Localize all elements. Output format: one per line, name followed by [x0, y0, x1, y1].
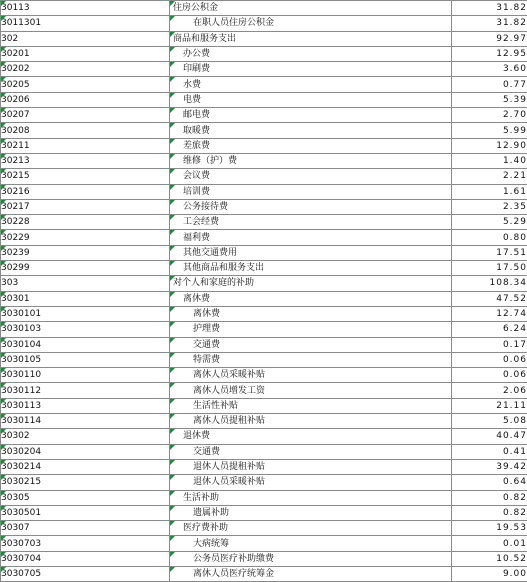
account-code-cell[interactable]: 30208 [1, 123, 170, 138]
text-cell-indicator-icon [170, 230, 175, 235]
amount-cell[interactable]: 0.17 [452, 337, 527, 352]
text-cell-indicator-icon [1, 16, 6, 21]
text-cell-indicator-icon [1, 108, 6, 113]
text-cell-indicator-icon [1, 383, 6, 388]
table-row[interactable] [1, 566, 527, 581]
text-cell-indicator-icon [170, 246, 175, 251]
account-name-cell[interactable]: 福利费 [170, 230, 452, 245]
text-cell-indicator-icon [1, 552, 6, 557]
table-row[interactable] [1, 291, 527, 306]
text-cell-indicator-icon [1, 77, 6, 82]
account-code-cell[interactable]: 30228 [1, 215, 170, 230]
account-code-cell[interactable]: 30113 [1, 1, 170, 16]
account-name-cell[interactable]: 商品和服务支出 [170, 31, 452, 46]
text-cell-indicator-icon [1, 399, 6, 404]
account-name-cell[interactable]: 在职人员住房公积金 [170, 16, 452, 31]
account-name-cell[interactable]: 特需费 [170, 352, 452, 367]
amount-cell[interactable]: 40.47 [452, 429, 527, 444]
account-name-cell[interactable]: 印刷费 [170, 62, 452, 77]
text-cell-indicator-icon [170, 383, 175, 388]
text-cell-indicator-icon [1, 491, 6, 496]
account-name-cell[interactable]: 差旅费 [170, 138, 452, 153]
account-name-cell[interactable]: 办公费 [170, 46, 452, 61]
account-code-cell[interactable]: 30229 [1, 230, 170, 245]
account-code-cell[interactable]: 3030112 [1, 383, 170, 398]
text-cell-indicator-icon [1, 230, 6, 235]
table-row[interactable] [1, 459, 527, 474]
text-cell-indicator-icon [170, 62, 175, 67]
account-name-cell[interactable]: 退休人员提租补贴 [170, 459, 452, 474]
text-cell-indicator-icon [170, 16, 175, 21]
amount-cell[interactable]: 17.51 [452, 245, 527, 260]
account-code-cell[interactable]: 3030501 [1, 505, 170, 520]
amount-cell[interactable]: 0.82 [452, 505, 527, 520]
text-cell-indicator-icon [170, 185, 175, 190]
table-row[interactable] [1, 475, 527, 490]
text-cell-indicator-icon [170, 552, 175, 557]
table-row[interactable] [1, 276, 527, 291]
account-name-cell[interactable]: 离休人员医疗统筹金 [170, 566, 452, 581]
amount-cell[interactable]: 12.90 [452, 138, 527, 153]
table-row[interactable] [1, 322, 527, 337]
table-row[interactable] [1, 337, 527, 352]
text-cell-indicator-icon [170, 322, 175, 327]
account-name-cell[interactable]: 工会经费 [170, 215, 452, 230]
account-code-cell[interactable]: 3030114 [1, 414, 170, 429]
text-cell-indicator-icon [1, 307, 6, 312]
table-row[interactable] [1, 490, 527, 505]
amount-cell[interactable]: 0.77 [452, 77, 527, 92]
text-cell-indicator-icon [170, 77, 175, 82]
text-cell-indicator-icon [170, 1, 175, 6]
text-cell-indicator-icon [170, 567, 175, 572]
account-code-cell[interactable]: 302 [1, 31, 170, 46]
text-cell-indicator-icon [1, 215, 6, 220]
account-code-cell[interactable]: 30202 [1, 62, 170, 77]
table-row[interactable] [1, 62, 527, 77]
account-name-cell[interactable]: 大病统筹 [170, 536, 452, 551]
text-cell-indicator-icon [1, 93, 6, 98]
text-cell-indicator-icon [170, 475, 175, 480]
table-row[interactable] [1, 551, 527, 566]
table-row[interactable] [1, 429, 527, 444]
text-cell-indicator-icon [1, 445, 6, 450]
text-cell-indicator-icon [1, 338, 6, 343]
table-row[interactable] [1, 306, 527, 321]
table-row[interactable] [1, 31, 527, 46]
text-cell-indicator-icon [170, 276, 175, 281]
account-name-cell[interactable]: 电费 [170, 92, 452, 107]
table-row[interactable] [1, 77, 527, 92]
text-cell-indicator-icon [1, 460, 6, 465]
amount-cell[interactable]: 47.52 [452, 291, 527, 306]
text-cell-indicator-icon [1, 47, 6, 52]
account-code-cell[interactable]: 30201 [1, 46, 170, 61]
text-cell-indicator-icon [170, 307, 175, 312]
text-cell-indicator-icon [170, 154, 175, 159]
text-cell-indicator-icon [170, 169, 175, 174]
text-cell-indicator-icon [170, 353, 175, 358]
amount-cell[interactable]: 31.82 [452, 16, 527, 31]
amount-cell[interactable]: 0.01 [452, 536, 527, 551]
account-name-cell[interactable]: 生活补助 [170, 490, 452, 505]
account-name-cell[interactable]: 住房公积金 [170, 1, 452, 16]
text-cell-indicator-icon [170, 261, 175, 266]
text-cell-indicator-icon [170, 536, 175, 541]
amount-cell[interactable]: 0.41 [452, 444, 527, 459]
table-row[interactable] [1, 169, 527, 184]
text-cell-indicator-icon [1, 1, 6, 6]
account-name-cell[interactable]: 离休人员提租补贴 [170, 414, 452, 429]
amount-cell[interactable]: 12.95 [452, 46, 527, 61]
amount-cell[interactable]: 21.11 [452, 398, 527, 413]
table-row[interactable] [1, 383, 527, 398]
text-cell-indicator-icon [1, 62, 6, 67]
amount-cell[interactable]: 2.21 [452, 169, 527, 184]
table-row[interactable] [1, 261, 527, 276]
account-name-cell[interactable]: 交通费 [170, 444, 452, 459]
text-cell-indicator-icon [1, 567, 6, 572]
amount-cell[interactable]: 5.39 [452, 92, 527, 107]
text-cell-indicator-icon [1, 322, 6, 327]
amount-cell[interactable]: 0.06 [452, 352, 527, 367]
account-name-cell[interactable]: 生活性补贴 [170, 398, 452, 413]
account-code-cell[interactable]: 30211 [1, 138, 170, 153]
text-cell-indicator-icon [170, 414, 175, 419]
account-name-cell[interactable]: 退休人员采暖补贴 [170, 475, 452, 490]
table-row[interactable] [1, 1, 527, 16]
account-code-cell[interactable]: 30205 [1, 77, 170, 92]
account-name-cell[interactable]: 维修（护）费 [170, 153, 452, 168]
account-code-cell[interactable]: 30301 [1, 291, 170, 306]
amount-cell[interactable]: 39.42 [452, 459, 527, 474]
amount-cell[interactable]: 108.34 [452, 276, 527, 291]
account-code-cell[interactable]: 30213 [1, 153, 170, 168]
account-code-cell[interactable]: 3030105 [1, 352, 170, 367]
account-code-cell[interactable]: 30299 [1, 261, 170, 276]
account-code-cell[interactable]: 30216 [1, 184, 170, 199]
account-code-cell[interactable]: 30305 [1, 490, 170, 505]
account-name-cell[interactable]: 公务员医疗补助缴费 [170, 551, 452, 566]
table-row[interactable] [1, 414, 527, 429]
table-row[interactable] [1, 230, 527, 245]
account-name-cell[interactable]: 水费 [170, 77, 452, 92]
text-cell-indicator-icon [170, 399, 175, 404]
amount-cell[interactable]: 19.53 [452, 521, 527, 536]
text-cell-indicator-icon [1, 506, 6, 511]
text-cell-indicator-icon [170, 292, 175, 297]
amount-cell[interactable]: 6.24 [452, 322, 527, 337]
text-cell-indicator-icon [170, 338, 175, 343]
amount-cell[interactable]: 5.99 [452, 123, 527, 138]
amount-cell[interactable]: 2.35 [452, 199, 527, 214]
budget-table-body [1, 1, 527, 582]
table-row[interactable] [1, 46, 527, 61]
account-code-cell[interactable]: 3030705 [1, 566, 170, 581]
text-cell-indicator-icon [1, 123, 6, 128]
amount-cell[interactable]: 10.52 [452, 551, 527, 566]
text-cell-indicator-icon [1, 261, 6, 266]
text-cell-indicator-icon [1, 292, 6, 297]
table-row[interactable] [1, 505, 527, 520]
account-name-cell[interactable]: 医疗费补助 [170, 521, 452, 536]
account-code-cell[interactable]: 30207 [1, 108, 170, 123]
account-name-cell[interactable]: 公务接待费 [170, 199, 452, 214]
amount-cell[interactable]: 2.70 [452, 108, 527, 123]
text-cell-indicator-icon [170, 429, 175, 434]
amount-cell[interactable]: 0.82 [452, 490, 527, 505]
text-cell-indicator-icon [1, 414, 6, 419]
text-cell-indicator-icon [170, 32, 175, 37]
account-name-cell[interactable]: 邮电费 [170, 108, 452, 123]
text-cell-indicator-icon [1, 429, 6, 434]
text-cell-indicator-icon [170, 460, 175, 465]
amount-cell[interactable]: 1.40 [452, 153, 527, 168]
text-cell-indicator-icon [170, 491, 175, 496]
account-name-cell[interactable]: 离休费 [170, 291, 452, 306]
table-row[interactable] [1, 444, 527, 459]
account-code-cell[interactable]: 30302 [1, 429, 170, 444]
account-name-cell[interactable]: 交通费 [170, 337, 452, 352]
account-name-cell[interactable]: 取暖费 [170, 123, 452, 138]
text-cell-indicator-icon [1, 200, 6, 205]
account-name-cell[interactable]: 其他商品和服务支出 [170, 261, 452, 276]
text-cell-indicator-icon [1, 536, 6, 541]
amount-cell[interactable]: 0.64 [452, 475, 527, 490]
account-name-cell[interactable]: 护理费 [170, 322, 452, 337]
amount-cell[interactable]: 17.50 [452, 261, 527, 276]
table-row[interactable] [1, 16, 527, 31]
account-name-cell[interactable]: 离休人员增发工资 [170, 383, 452, 398]
account-code-cell[interactable]: 30307 [1, 521, 170, 536]
account-name-cell[interactable]: 离休人员采暖补贴 [170, 368, 452, 383]
text-cell-indicator-icon [170, 368, 175, 373]
account-name-cell[interactable]: 对个人和家庭的补助 [170, 276, 452, 291]
account-code-cell[interactable]: 30206 [1, 92, 170, 107]
amount-cell[interactable]: 5.08 [452, 414, 527, 429]
text-cell-indicator-icon [170, 123, 175, 128]
account-name-cell[interactable]: 培训费 [170, 184, 452, 199]
account-name-cell[interactable]: 会议费 [170, 169, 452, 184]
account-name-cell[interactable]: 遗属补助 [170, 505, 452, 520]
table-row[interactable] [1, 536, 527, 551]
table-row[interactable] [1, 138, 527, 153]
account-code-cell[interactable]: 3030704 [1, 551, 170, 566]
amount-cell[interactable]: 12.74 [452, 306, 527, 321]
text-cell-indicator-icon [1, 521, 6, 526]
table-row[interactable] [1, 398, 527, 413]
account-code-cell[interactable]: 303 [1, 276, 170, 291]
amount-cell[interactable]: 3.60 [452, 62, 527, 77]
text-cell-indicator-icon [170, 47, 175, 52]
text-cell-indicator-icon [170, 506, 175, 511]
account-code-cell[interactable]: 3030101 [1, 306, 170, 321]
account-code-cell[interactable]: 3030215 [1, 475, 170, 490]
amount-cell[interactable]: 9.00 [452, 566, 527, 581]
amount-cell[interactable]: 5.29 [452, 215, 527, 230]
text-cell-indicator-icon [1, 475, 6, 480]
account-code-cell[interactable]: 3011301 [1, 16, 170, 31]
table-row[interactable] [1, 245, 527, 260]
account-code-cell[interactable]: 30215 [1, 169, 170, 184]
text-cell-indicator-icon [170, 108, 175, 113]
text-cell-indicator-icon [1, 185, 6, 190]
text-cell-indicator-icon [1, 353, 6, 358]
table-row[interactable] [1, 153, 527, 168]
table-row[interactable] [1, 521, 527, 536]
table-row[interactable] [1, 352, 527, 367]
account-code-cell[interactable]: 3030113 [1, 398, 170, 413]
account-code-cell[interactable]: 3030110 [1, 368, 170, 383]
text-cell-indicator-icon [170, 200, 175, 205]
table-row[interactable] [1, 368, 527, 383]
amount-cell[interactable]: 0.06 [452, 368, 527, 383]
amount-cell[interactable]: 0.80 [452, 230, 527, 245]
account-code-cell[interactable]: 3030703 [1, 536, 170, 551]
amount-cell[interactable]: 2.06 [452, 383, 527, 398]
table-row[interactable] [1, 123, 527, 138]
table-row[interactable] [1, 215, 527, 230]
table-row[interactable] [1, 92, 527, 107]
text-cell-indicator-icon [1, 368, 6, 373]
text-cell-indicator-icon [1, 169, 6, 174]
text-cell-indicator-icon [170, 93, 175, 98]
text-cell-indicator-icon [170, 139, 175, 144]
text-cell-indicator-icon [170, 215, 175, 220]
text-cell-indicator-icon [170, 521, 175, 526]
text-cell-indicator-icon [1, 154, 6, 159]
account-code-cell[interactable]: 3030104 [1, 337, 170, 352]
account-code-cell[interactable]: 30239 [1, 245, 170, 260]
text-cell-indicator-icon [1, 246, 6, 251]
amount-cell[interactable]: 1.61 [452, 184, 527, 199]
amount-cell[interactable]: 92.97 [452, 31, 527, 46]
table-row[interactable] [1, 199, 527, 214]
account-code-cell[interactable]: 30217 [1, 199, 170, 214]
table-row[interactable] [1, 108, 527, 123]
table-row[interactable] [1, 184, 527, 199]
account-name-cell[interactable]: 退休费 [170, 429, 452, 444]
account-name-cell[interactable]: 其他交通费用 [170, 245, 452, 260]
text-cell-indicator-icon [1, 139, 6, 144]
account-code-cell[interactable]: 3030214 [1, 459, 170, 474]
account-code-cell[interactable]: 3030204 [1, 444, 170, 459]
text-cell-indicator-icon [170, 445, 175, 450]
account-name-cell[interactable]: 离休费 [170, 306, 452, 321]
account-code-cell[interactable]: 3030103 [1, 322, 170, 337]
amount-cell[interactable]: 31.82 [452, 1, 527, 16]
